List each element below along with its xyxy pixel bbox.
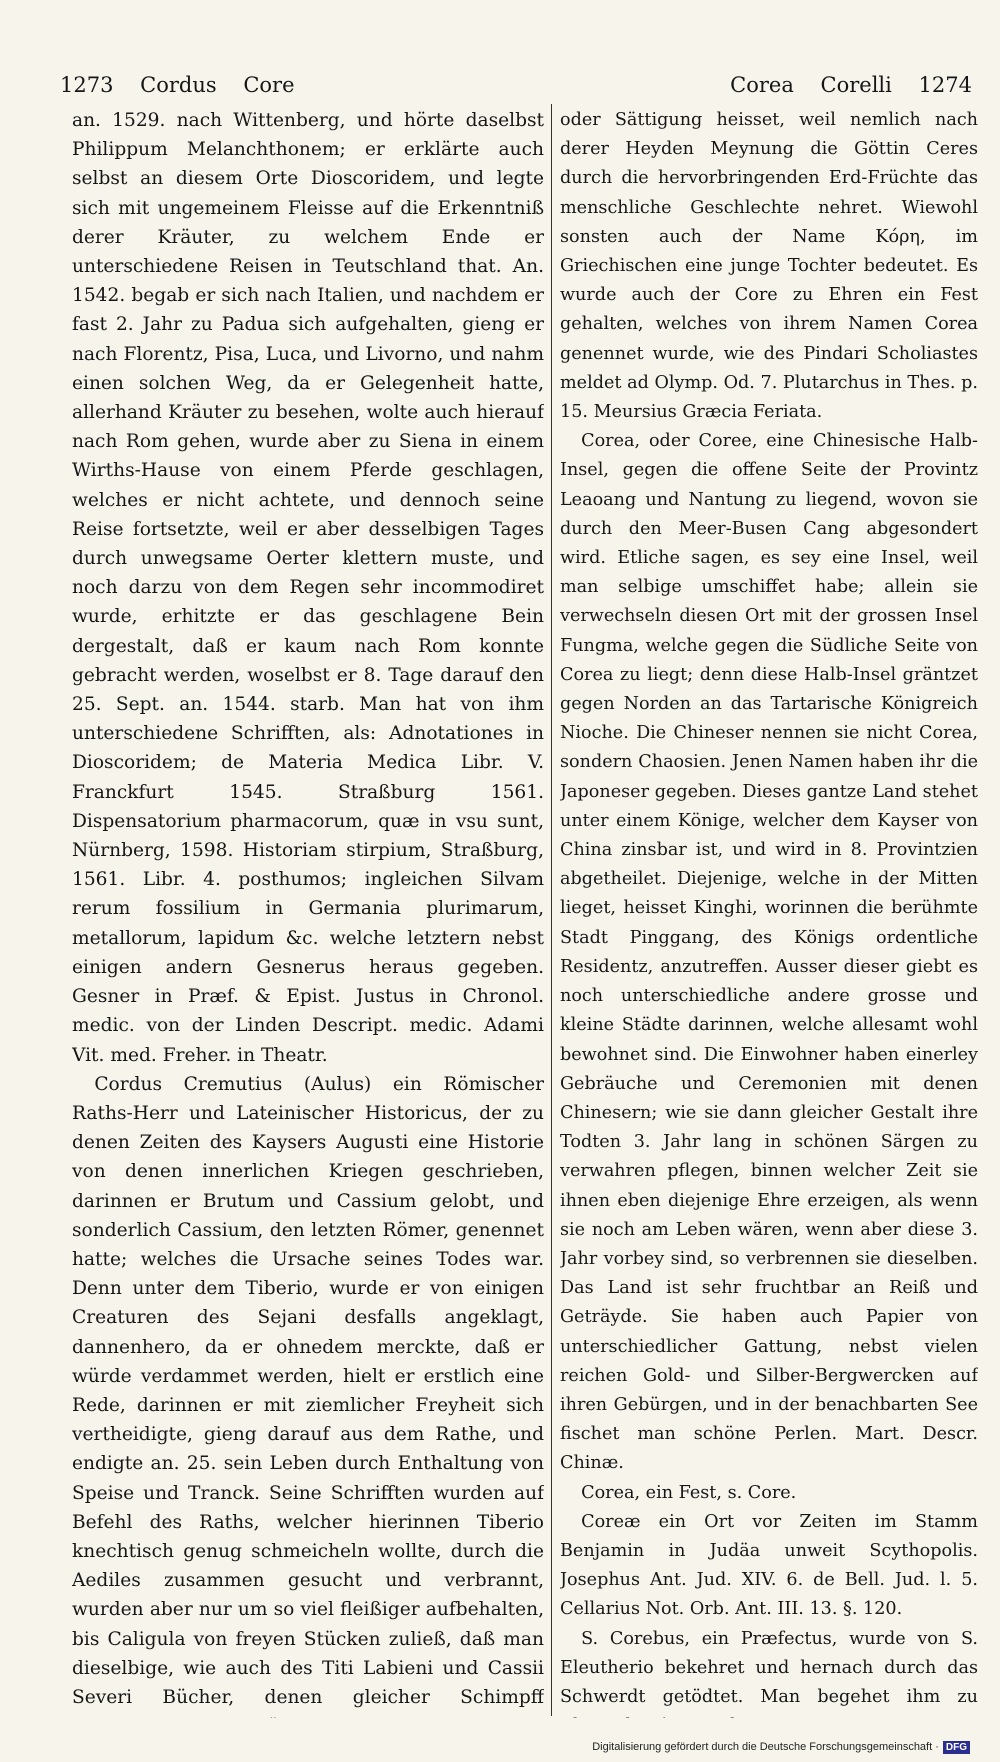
entry-cordus-cremutius: Cordus Cremutius (Aulus) ein Römischer Raths-Herr und Lateinischer Historicus, der zu denen Zeiten des Kaysers Augusti eine Historie von denen innerlichen Kriegen geschrieben, darinnen er Brutum und Cassium gelobt, und sonderlich Cassium, den letzten Römer, genennet hatte; welches die Ursache seines Todes war. Denn unter dem Tiberio, wurde er von einigen Creaturen des Sejani desfalls angeklagt, dannenhero, da er ohnedem merckte, daß er würde verdammet werden, hielt er erstlich eine Rede, darinnen er mit ziemlicher Freyheit sich vertheidigte, gieng darauf aus dem Rathe, und endigte an. 25. sein Leben durch Enthaltung von Speise und Tranck. Seine Schrifften wurden auf Befehl des Raths, welcher hierinnen Tiberio knechtisch genug schmeicheln wollte, durch die Aediles zusammen gesucht und verbrannt, wurden aber nur um so viel fleißiger aufbehalten, bis Caligula von freyen Stücken zuließ, daß man dieselbige, wie auch des Titi Labieni und Cassii Severi Bücher, denen gleicher Schimpff bbox=[72, 1073, 544, 1708]
entry-coreae: Coreæ ein Ort vor Zeiten im Stamm Benjamin in Judäa unweit Scythopolis. Josephus Ant. Jud. XIV. 6. de Bell. Jud. l. 5. Cellarius Not. Orb. Ant. III. 13. §. 120. bbox=[560, 1511, 978, 1620]
header-word-right-2: Corelli bbox=[820, 73, 892, 97]
entry-corea-peninsula: Corea, oder Coree, eine Chinesische Halb-Insel, gegen die offene Seite der Provintz Leaoang und Nantung zu liegend, wovon sie durch den Meer-Busen Cang abgesondert wird. Etliche sagen, es sey eine Insel, weil man selbige umschiffet habe; allein sie verwechseln diesen Ort mit der grossen Insel Fungma, welche gegen die Südliche Seite von Corea zu liegt; denn diese Halb-Insel gräntzet gegen Norden an das Tartarische Königreich Nioche. Die Chineser nennen sie nicht Corea, sondern Chaosien. Jenen Namen haben ihr die Japoneser gegeben. Dieses gantze Land stehet unter einem Könige, welcher dem Kayser von China zinsbar ist, und wird in 8. Provintzien abgetheilet. Diejenige, welche in der Mitten lieget, heisset Kinghi, worinnen die berühmte Stadt Pinggang, des Königs ordentliche Residentz, anzutreffen. Ausser dieser giebt es noch unterschiedliche andere grosse und kleine Städte darinnen, welche allesamt wohl bewohnet sind. Die Einwohner haben einerley Gebräuche und Ceremonien mit denen Chinesern; wie sie dann gleicher Gestalt ihre Todten 3. Jahr lang in schönen Särgen zu verwahren pflegen, binnen welcher Zeit sie ihnen eben diejenige Ehre erzeigen, als wenn sie noch am Leben wären, wenn aber diese 3. Jahr vorbey sind, so verbrennen sie dieselben. Das Land ist sehr fruchtbar an Reiß und Geträyde. Sie haben auch Papier von unterschiedlicher Gattung, nebst vielen reichen Gold- und Silber-Bergwercken auf ihren Gebürgen, und in der benachbarten See fischet man schöne Perlen. Mart. Descr. Chinæ. bbox=[560, 431, 978, 1474]
entry-cordus-continued: an. 1529. nach Wittenberg, und hörte daselbst Philippum Melanchthonem; er erklärte auch selbst an diesem Orte Dioscoridem, und legte sich mit ungemeinem Fleisse auf die Erkenntniß derer Kräuter, zu welchem Ende er unterschiedene Reisen in Teutschland that. An. 1542. begab er sich nach Italien, und nachdem er fast 2. Jahr zu Padua sich aufgehalten, gieng er nach Florentz, Pisa, Luca, und Livorno, und nahm einen solchen Weg, da er Gelegenheit hatte, allerhand Kräuter zu besehen, wolte auch hierauf nach Rom gehen, wurde aber zu Siena in einem Wirths-Hause von einem Pferde geschlagen, welches er nicht achtete, und dennoch seine Reise fortsetzte, weil er aber desselbigen Tages durch unwegsame Oerter klettern muste, und noch darzu von dem Regen sehr incommodiret wurde, erhitzte er das geschlagene Bein dergestalt, daß er kaum nach Rom konnte gebracht werden, woselbst er 8. Tage darauf den 25. Sept. an. 1544. starb. Man hat von ihm unterschiedene Schrifften, als: Adnotationes in Dioscoridem; de Materia Medica Libr. V. Franckfurt 1545. Straßburg 1561. Dispensatorium pharmacorum, quæ in vsu sunt, Nürnberg, 1598. Historiam stirpium, Straßburg, 1561. Libr. 4. posthumos; ingleichen Silvam rerum fossilium in Germania plurimarum, metallorum, lapidum &c. welche letztern nebst einigen andern Gesnerus heraus gegeben. Gesner in Præf. & Epist. Justus in Chronol. medic. von der Linden Descript. medic. Adami Vit. med. Freher. in Theatr. bbox=[72, 110, 544, 1066]
footer-text: Digitalisierung gefördert durch die Deutsche Forschungsgemeinschaft · bbox=[592, 1741, 939, 1753]
running-header-right bbox=[710, 68, 972, 102]
header-word-left-2: Core bbox=[243, 73, 295, 97]
entry-corea-fest: Corea, ein Fest, s. Core. bbox=[581, 1482, 797, 1503]
right-text-column bbox=[560, 106, 978, 1718]
dfg-logo: DFG bbox=[943, 1741, 970, 1754]
page-number-left: 1273 bbox=[60, 73, 114, 97]
page-number-right: 1274 bbox=[918, 73, 972, 97]
running-header-left bbox=[60, 68, 315, 102]
header-word-right-1: Corea bbox=[730, 73, 794, 97]
header-word-left-1: Cordus bbox=[140, 73, 217, 97]
entry-corebus: S. Corebus, ein Præfectus, wurde von S. Eleutherio bekehret und hernach durch das Schwerdt getödtet. Man begehet ihm zu bbox=[560, 1628, 978, 1707]
entry-core-continued: oder Sättigung heisset, weil nemlich nach derer Heyden Meynung die Göttin Ceres durch die hervorbringenden Erd-Früchte das menschliche Geschlechte nehret. Wiewohl sonsten auch der Name Κόρη, im Griechischen eine junge Tochter bedeutet. Es wurde auch der Core zu Ehren ein Fest gehalten, welches von ihrem Namen Corea genennet wurde, wie des Pindari Scholiastes meldet ad Olymp. Od. 7. Plutarchus in Thes. p. 15. Meursius Græcia Feriata. bbox=[560, 110, 978, 423]
left-text-column bbox=[72, 106, 544, 1718]
digitization-footer bbox=[592, 1741, 970, 1754]
column-divider bbox=[551, 104, 552, 1716]
